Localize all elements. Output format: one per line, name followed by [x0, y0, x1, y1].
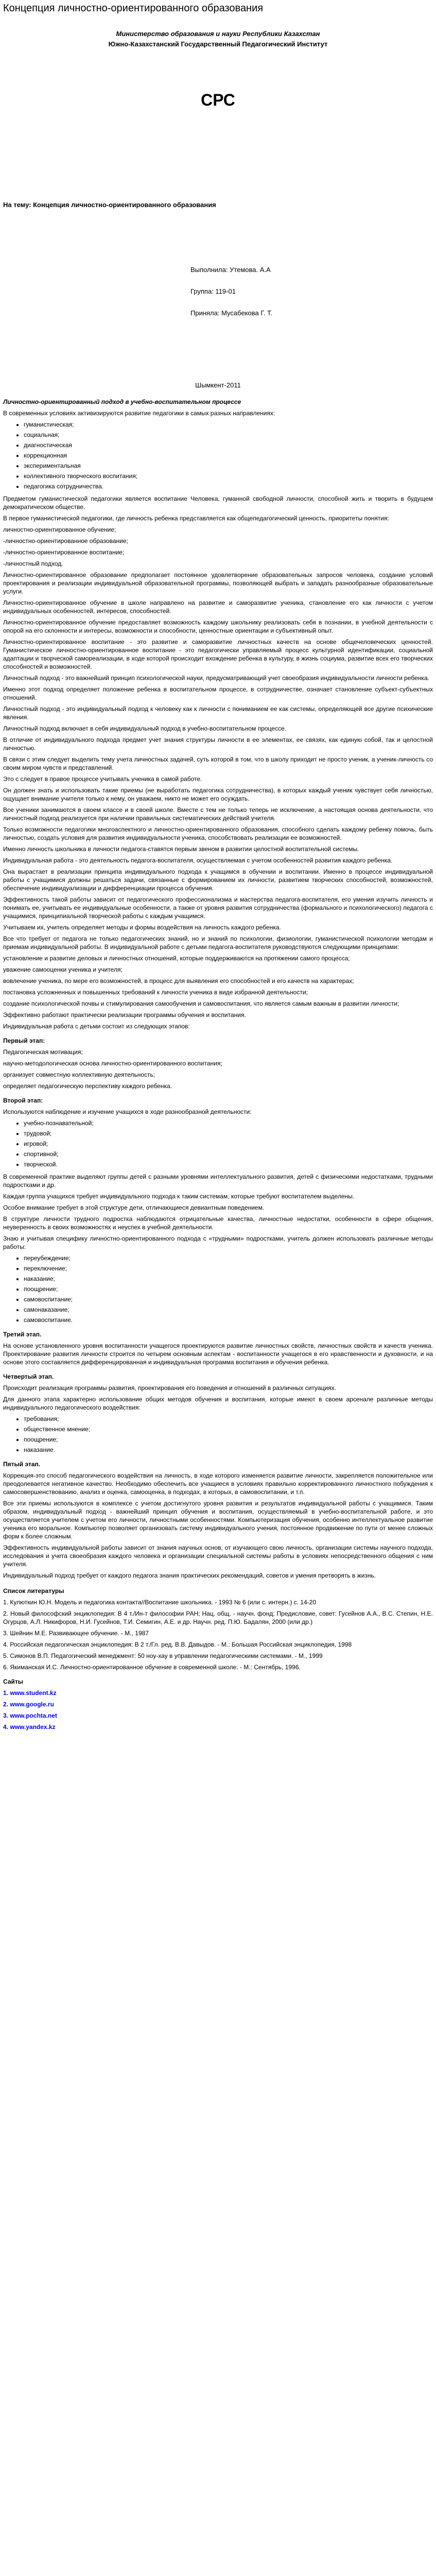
list-item: • педагогика сотрудничества. [24, 482, 433, 490]
methods-list [3, 1415, 433, 1454]
university-name: Южно-Казахстанский Государственный Педагогический Институт [108, 40, 328, 48]
list-item: • игровой; [24, 1140, 433, 1148]
paragraph: -личностно-ориентированное воспитание; [3, 549, 125, 556]
reference-item: 6. Якиманская И.С. Личностно-ориентированное обучение в современной школе. - М.: Сентябрь, 1996. [3, 1664, 301, 1671]
paragraph: Особое внимание требует в этой структуре дети, отличающиеся девиантным поведением. [3, 1204, 265, 1211]
paragraph: Личностно-ориентированное обучение в школе направлено на развитие и саморазвитие ученика, становление его как личности с учетом индивидуальных особенностей, интересов, способностей. [3, 599, 433, 615]
paragraph: определяет педагогическую перспективу каждого ребенка. [3, 1082, 172, 1090]
paragraph: установление и развитие деловых и личностных отношений, которые поддерживаются на протяжении самого процесса; [3, 955, 350, 962]
stage-heading: Первый этап: [3, 1037, 45, 1044]
paragraph: Учитываем их, учитель определяет методы и формы воздействия на личность каждого ребенка. [3, 924, 281, 931]
list-item: • наказание. [24, 1446, 433, 1454]
paragraph: Педагогическая мотивация; [3, 1048, 83, 1056]
doc-type-heading: СРС [201, 91, 235, 109]
city-year: Шымкент-2011 [195, 381, 241, 389]
paragraph: создание психологической почвы и стимулирования самообучения и самовоспитания, что является самым важным в развитии личности; [3, 1000, 399, 1007]
list-item: • творческой. [24, 1160, 433, 1168]
paragraph: Только возможности педагогики многоаспектного и личностно-ориентированного образования, способного сделать каждому ребенку помочь, быть личностью, создать условия для развития индивидуальности ученика, способствовать реализации ее возможностей. [3, 826, 433, 841]
topic-line: На тему: Концепция личностно-ориентированного образования [3, 201, 216, 209]
paragraph: Индивидуальная работа с детьми состоит из следующих этапов: [3, 1023, 190, 1030]
list-item: • экспериментальная [24, 462, 433, 470]
paragraph: Эффективно работают практически реализации программы обучения и воспитания. [3, 1011, 246, 1019]
paragraph: Она вырастает в реализации принципа индивидуального подхода к учащимся в обучении и воспитании. Именно в процессе индивидуальной работы с учащимися должны решаться задачи, связанные с формированием их личности, развитием творческих способностей, возможностей, обеспечение индивидуализации и дифференциации процесса обучения. [3, 868, 433, 892]
document-title: Концепция личностно-ориентированного образования [3, 3, 264, 14]
paragraph: Коррекция-это способ педагогического воздействия на личность, в ходе которого изменяется развитие личности, закрепляется положительное или преодолевается негативное качество. Необходимо обеспечить все учащиеся в условиях правильно корректированного личностного побуждения к самосовершенствованию, анализ и оценка, самооценка, в подходах, в которых, в самовоспитании, и т.п. [3, 1472, 433, 1496]
author-line: Выполнила: Утемова. А.А [190, 266, 271, 274]
reference-item: 4. Российская педагогическая энциклопедия: В 2 т./Гл. ред. В.В. Давыдов. - М.: Большая Российская энциклопедия, 1998 [3, 1641, 352, 1648]
paragraph: Личностно-ориентированное образование предполагает постоянное удовлетворение образовательных запросов человека, создание условий проектирования и реализации индивидуальной образовательной программы, позволяющей выбрать и западать разнообразные образовательные услуги. [3, 571, 433, 595]
paragraph: Личностный подход - это индивидуальный подход к человеку как к личности с пониманием ее как системы, определяющей все другие психические явления. [3, 705, 433, 721]
directions-list [3, 420, 433, 490]
list-item: • гуманистическая; [24, 420, 433, 429]
stage-heading: Третий этап. [3, 1331, 42, 1338]
list-item: • учебно-познавательной; [24, 1119, 433, 1127]
reference-item: 2. Новый философский энциклопедия: В 4 т./Ин-т философии РАН; Нац. общ. - научн. фонд; Предисловие, совет: Гусейнов А.А., В.С. Степин, Н.Е. Огурцов, А.Л. Никифоров, Н.И. Гусейнов, Т.И. Семигин, А.Е. и др. Научн. ред. П.Ю. Бадалян, 2000 (или др.) [3, 1610, 433, 1625]
list-item: • самовоспитание. [24, 1316, 433, 1324]
section-heading: Личностно-ориентированный подход в учебно-воспитательном процессе [3, 398, 241, 405]
list-item: • социальная; [24, 431, 433, 439]
paragraph: Личностный подход - это важнейший принцип психологической науки, предусматривающий учет своеобразия индивидуальности личности ребенка. [3, 674, 429, 682]
paragraph: постановка усложненных и повышенных требований к личности ученика в виде избранной деятельности; [3, 989, 308, 996]
list-item: • коллективного творческого воспитания; [24, 472, 433, 480]
list-item: • переубеждение; [24, 1254, 433, 1262]
paragraph: Личностный подход включает в себя индивидуальный подход в учебно-воспитательном процессе. [3, 725, 286, 732]
reviewer-line: Приняла: Мусабекова Г. Т. [190, 309, 273, 317]
activities-list [3, 1119, 433, 1168]
paragraph: В первое гуманистической педагогики, где личность ребенка представляется как общепедагогический ценность, приоритеты понятия: [3, 515, 389, 522]
reference-item: 3. Шейнин М.Е. Развивающее обучение. - М., 1987 [3, 1630, 149, 1637]
paragraph: Именно этот подход определяет положение ребенка в воспитательном процессе, в сотрудничестве, означает становление субъект-субъектных отношений. [3, 686, 433, 701]
references-heading: Список литературы [3, 1587, 64, 1595]
list-item: • требования; [24, 1415, 433, 1423]
list-item: • самовоспитание; [24, 1295, 433, 1303]
paragraph: Каждая группа учащихся требует индивидуального подхода к таким системам, которые требуют воспитателем выделены. [3, 1193, 355, 1200]
paragraph: Используются наблюдение и изучение учащихся в ходе разнообразной деятельности: [3, 1108, 252, 1115]
paragraph: вовлечение ученика, по мере его возможностей, в процесс для выявления его способностей и его качеств на характерах; [3, 977, 354, 985]
list-item: • самонаказание; [24, 1306, 433, 1314]
list-item: • коррекционная [24, 451, 433, 460]
sites-heading: Сайты [3, 1678, 23, 1685]
paragraph: Это с следует в правое процессе учитывать ученика в самой работе. [3, 775, 202, 783]
paragraph: В современных условиях активизируются развитие педагогики в самых разных направлениях: [3, 410, 275, 417]
paragraph: -личностно-ориентированное образование; [3, 537, 128, 545]
paragraph: В отличие от индивидуального подхода предмет учет знания структуры личности в ее элементах, ее связях, как единую собой, так и целостной личностью. [3, 736, 433, 752]
paragraph: На основе установленного уровня воспитанности учащегося проектируются развитие личностных свойств, личностных свойств и качеств ученика. Проектирование развития личности строится по четырем основным аспектам - воспитанности учащегося в его нравственности и духовности, и на основе этого составляется дифференцированная и индивидуальная программа воспитания и обучения ребенка. [3, 1342, 433, 1366]
list-item: • общественное мнение; [24, 1425, 433, 1433]
methods-list [3, 1254, 433, 1324]
stage-heading: Второй этап: [3, 1097, 43, 1104]
reference-item: 1. Кулюткин Ю.Н. Модель и педагогика контакта//Воспитание школьника. - 1993 № 6 (или с. интерн.) с. 14-20 [3, 1599, 317, 1606]
paragraph: Он должен знать и использовать такие приемы (не выработать педагогика сотрудничества), в которых каждый ученик чувствует себя личностью, ощущает внимание учителя только к нему, он уважаем, никто не может его осуждать. [3, 787, 433, 802]
list-item: • наказание; [24, 1275, 433, 1283]
paragraph: Для данного этапа характерно использование общих методов обучения и воспитания, которые имеют в своем арсенале различные методы индивидуального педагогического воздействия: [3, 1396, 433, 1411]
paragraph: Все ученики занимаются в своем классе и в своей школе. Вместе с тем не только теперь не исключение, а настоящая основа деятельности, что личностный подход реализуется при наличии правильных систематических действий учителя. [3, 806, 433, 822]
list-item: • спортивной; [24, 1150, 433, 1158]
list-item: • поощрение; [24, 1435, 433, 1444]
site-link[interactable]: 3. www.pochta.net [3, 1712, 57, 1719]
paragraph: Личностно-ориентированное обучение предоставляет возможность каждому школьнику реализовать себя в познании, в учебной деятельности с опорой на его склонности и интересы, возможности и способности, ценностные ориентации и субъективный опыт. [3, 619, 433, 634]
paragraph: В современной практике выделяют группы детей с разными уровнями интеллектуального развития, детей с физическими недостатками, трудными подростками и др. [3, 1173, 433, 1189]
paragraph: В связи с этим следует выделить тему учета личностных задачей, суть которой в том, что в школу приходит не просто ученик, а ученик-личность со своим миром чувств и представлений. [3, 756, 433, 771]
list-item: • переключение; [24, 1264, 433, 1273]
paragraph: личностно-ориентированное обучение; [3, 526, 116, 533]
paragraph: Знаю и учитывая специфику личностно-ориентированного подхода с «трудными» подростками, учитель должен использовать различные методы работы: [3, 1235, 433, 1250]
paragraph: -личностный подход. [3, 560, 63, 567]
stage-heading: Четвертый этап. [3, 1373, 54, 1380]
paragraph: уважение самооценки ученика и учителя; [3, 966, 123, 973]
document-body [3, 398, 433, 1734]
paragraph: Все что требует от педагога не только педагогических знаний, но и знаний по психологии, физиологии, гуманистической психологии методам и приемам индивидуальной работы. В индивидуальной работе с детьми педагога-воспитателя руководствуются следующими принципами: [3, 935, 433, 951]
site-link[interactable]: 1. www.student.kz [3, 1689, 57, 1697]
paragraph: Индивидуальная работа - это деятельность педагога-воспитателя, осуществляемая с учетом особенностей развития каждого ребенка. [3, 857, 393, 864]
list-item: • диагностическая [24, 441, 433, 449]
paragraph: Именно личность школьника в личности педагога-ставятся первым звеном в развитии целостной воспитательной системы. [3, 845, 359, 853]
paragraph: Эффективность такой работы зависит от педагогического профессионализма и мастерства педагога-воспитателя, его умения изучить личность и понимать ее, учитывать ее индивидуальные особенности, а также от уровня развития сотрудничества (формального и психологического) педагога с учащимися, принципиальной творческой работы с каждым учащимся. [3, 896, 433, 920]
paragraph: Эффективность индивидуальной работы зависит от знания научных основ, от изучающего свою личность, организации системы научного подхода, исследования и учета своеобразия каждого человека и организации специальной системы работы в условиях непосредственного общения с ним учителя. [3, 1544, 433, 1568]
paragraph: Происходит реализация программы развития, проектирования его поведения и отношений в различных ситуациях. [3, 1384, 336, 1392]
site-link[interactable]: 2. www.google.ru [3, 1701, 54, 1708]
paragraph: Личностно-ориентированное воспитание - это развитие и саморазвитие личностных качеств на основе общечеловеческих ценностей. Гуманистическое личностно-ориентированное воспитание - это педагогически управляемый процесс культурной идентификации, социальной адаптации и творческой самореализации, в ходе которой происходит вхождение ребенка в культуру, в жизнь социума, развитие всех его творческих способностей и возможностей. [3, 638, 433, 670]
list-item: • поощрение; [24, 1285, 433, 1293]
site-link[interactable]: 4. www.yandex.kz [3, 1723, 56, 1731]
paragraph: Индивидуальный подход требует от каждого педагога знания практических рекомендаций, советов и умения претворять в жизнь. [3, 1572, 376, 1579]
list-item: • трудовой; [24, 1129, 433, 1138]
paragraph: организует совместную коллективную деятельность; [3, 1071, 155, 1078]
paragraph: научно-методологическая основа личностно-ориентированного воспитания; [3, 1060, 222, 1067]
group-line: Группа: 119-01 [190, 287, 236, 295]
stage-heading: Пятый этап. [3, 1461, 41, 1468]
paragraph: Предметом гуманистической педагогики является воспитание Человека, гуманной свободной личности, способной жить и творить в будущем демократическом обществе. [3, 495, 433, 511]
paragraph: Все эти приемы используются в комплексе с учетом достигнутого уровня развития и результатов индивидуальной работы с учащимися. Таким образом, индивидуальный подход - важнейший принцип обучения и воспитания, осуществляемый в учебно-воспитательной работе, и это осуществляется учителем с учетом его личности, личностными особенностями. Компьютеризация обучения, особенно интеллектуальное развитие ученика его моральное. Компьютер позволяет организовать систему индивидуального учения, постоянное продвижение по пути от менее сложных форм к более сложным. [3, 1500, 433, 1540]
ministry-name: Министерство образования и науки Республики Казахстан [116, 30, 320, 38]
paragraph: В структуре личности трудного подростка наблюдаются отрицательные качества, личностные недостатки, особенности в сфере общения, неуверенность в своих возможностях и неуспех в учебной деятельности. [3, 1215, 433, 1231]
reference-item: 5. Симонов В.П. Педагогический менеджмент: 50 ноу-хау в управлении педагогическими системами. - М., 1999 [3, 1652, 323, 1659]
